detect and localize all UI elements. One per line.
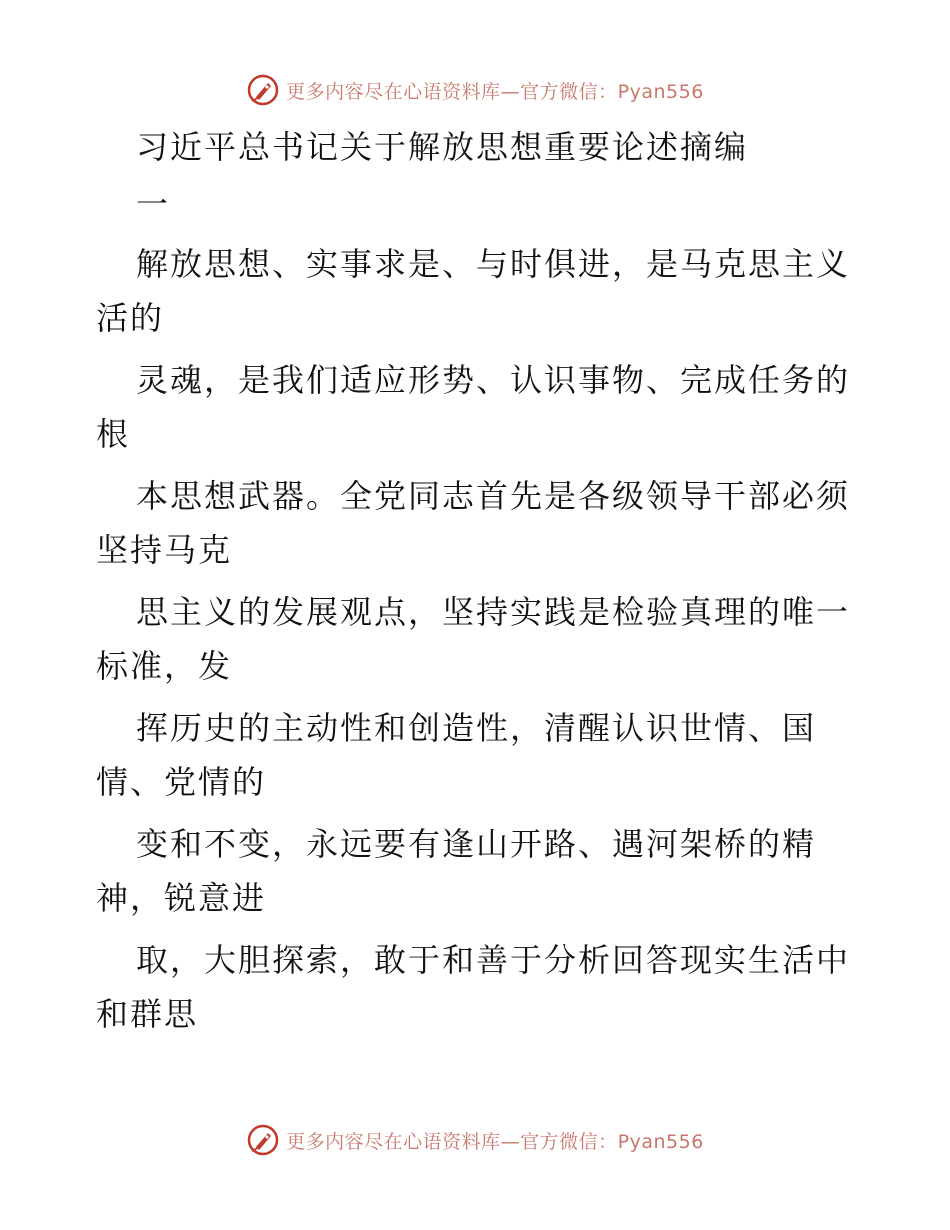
watermark-text: 更多内容尽在心语资料库—官方微信：Pyan556	[286, 80, 704, 103]
footer-watermark	[0, 1120, 950, 1160]
pen-nib-logo-icon	[246, 1123, 280, 1157]
text-line-pair	[0, 585, 950, 693]
text-line-wrap: 情、党情的	[96, 763, 267, 801]
text-line-pair	[0, 353, 950, 461]
text-line-wrap: 坚持马克	[96, 531, 233, 569]
text-line: 本思想武器。全党同志首先是各级领导干部必须	[136, 477, 851, 515]
pen-nib-logo-icon	[246, 73, 280, 107]
text-line-wrap: 和群思	[96, 995, 199, 1033]
text-line: 思主义的发展观点，坚持实践是检验真理的唯一	[136, 593, 851, 631]
text-line-pair	[0, 933, 950, 1041]
section-number: 一	[136, 185, 169, 223]
text-line: 挥历史的主动性和创造性，清醒认识世情、国	[136, 709, 817, 747]
text-line: 解放思想、实事求是、与时俱进，是马克思主义	[136, 245, 851, 283]
header-watermark	[0, 70, 950, 110]
text-line-pair	[0, 237, 950, 345]
text-line-pair	[0, 701, 950, 809]
text-line: 变和不变，永远要有逢山开路、遇河架桥的精	[136, 825, 817, 863]
watermark-text: 更多内容尽在心语资料库—官方微信：Pyan556	[286, 1130, 704, 1153]
text-line-wrap: 标准，发	[96, 647, 233, 685]
text-line-pair	[0, 469, 950, 577]
text-line: 灵魂，是我们适应形势、认识事物、完成任务的	[136, 361, 851, 399]
text-line-wrap: 活的	[96, 299, 165, 337]
text-line-pair	[0, 817, 950, 925]
text-line-wrap: 神，锐意进	[96, 879, 267, 917]
text-line-wrap: 根	[96, 415, 131, 453]
text-line: 取，大胆探索，敢于和善于分析回答现实生活中	[136, 941, 851, 979]
document-title: 习近平总书记关于解放思想重要论述摘编	[136, 128, 749, 166]
